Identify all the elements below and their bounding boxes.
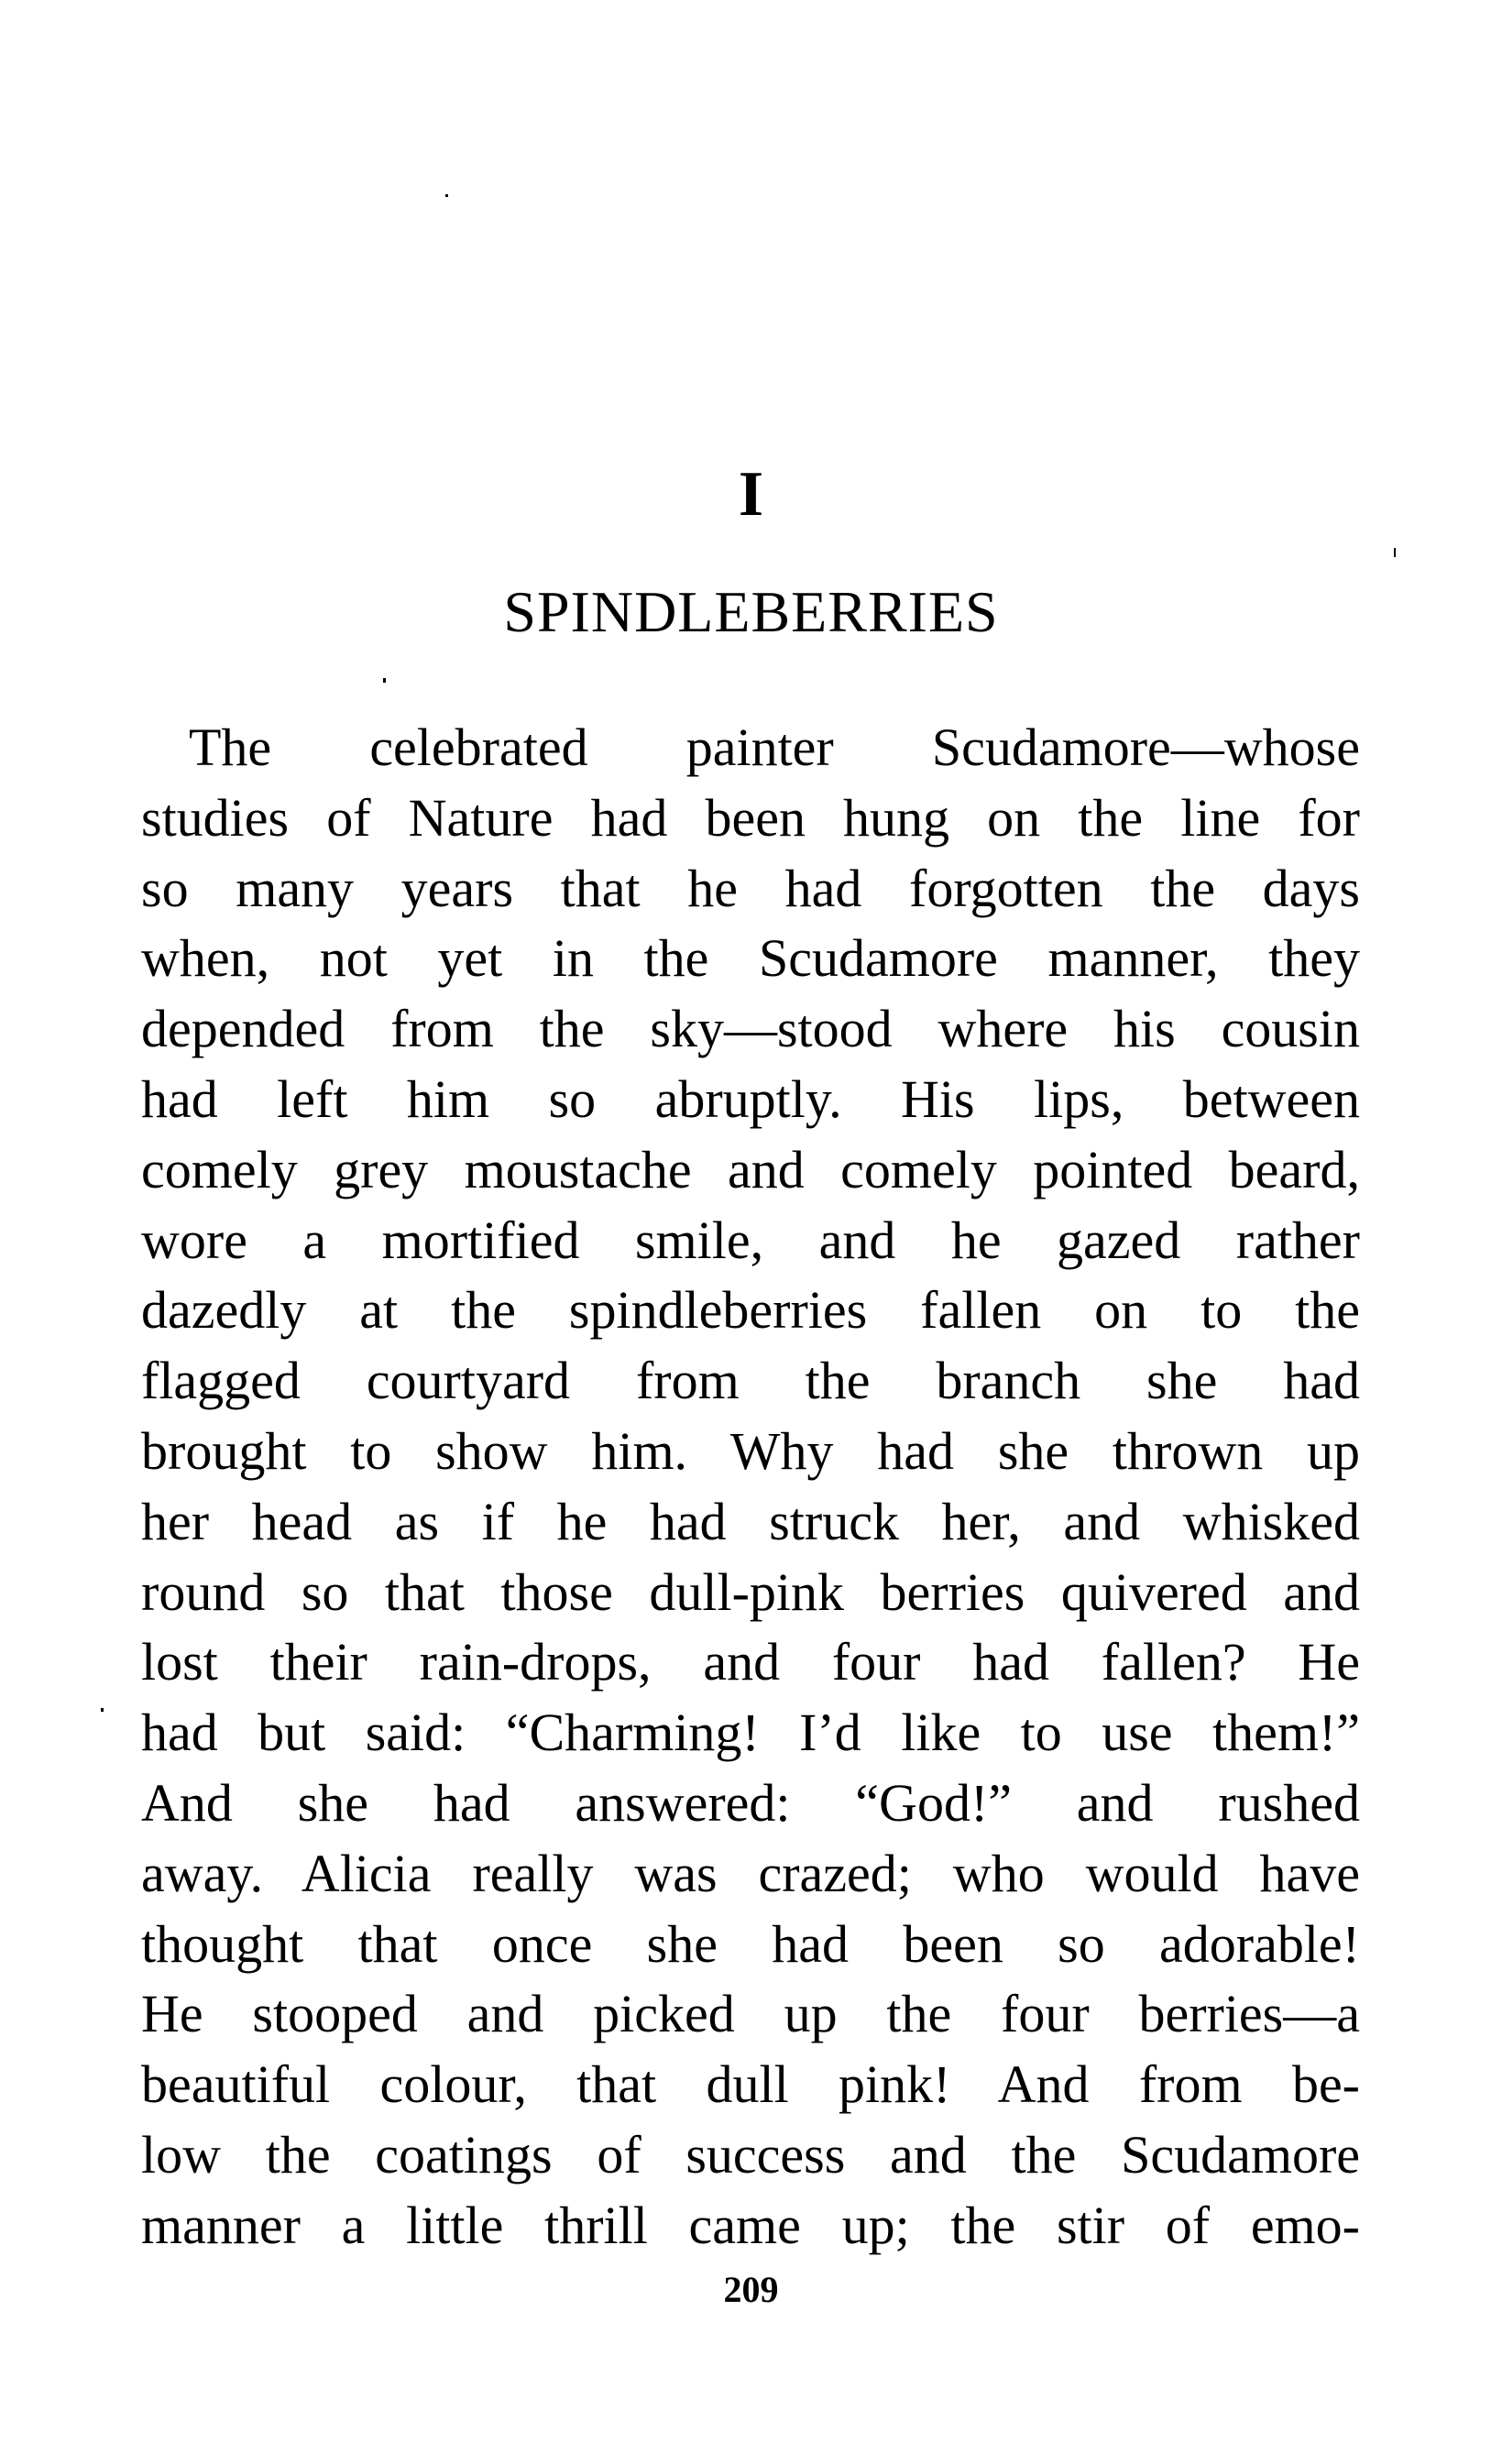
text-line: manner a little thrill came up; the stir of emo- (141, 2195, 1360, 2255)
text-line: low the coatings of success and the Scudamore (141, 2124, 1360, 2185)
chapter-numeral: I (738, 459, 764, 530)
text-line: lost their rain-drops, and four had fallen? He (141, 1632, 1360, 1692)
text-line: studies of Nature had been hung on the line for (141, 787, 1360, 848)
text-line: flagged courtyard from the branch she had (141, 1351, 1360, 1411)
text-line: her head as if he had struck her, and whisked (141, 1491, 1360, 1551)
text-line: thought that once she had been so adorable! (141, 1913, 1360, 1974)
body-text (141, 713, 1360, 2261)
text-line: The celebrated painter Scudamore—whose (189, 717, 1360, 777)
text-line: had but said: “Charming! I’d like to use them!” (141, 1703, 1360, 1763)
text-line: so many years that he had forgotten the days (141, 858, 1360, 918)
text-line: when, not yet in the Scudamore manner, they (141, 928, 1360, 989)
text-line: And she had answered: “God!” and rushed (141, 1772, 1360, 1833)
text-line: He stooped and picked up the four berries—a (141, 1984, 1360, 2044)
chapter-title: SPINDLEBERRIES (503, 579, 999, 644)
scan-speck (445, 194, 448, 197)
text-line: had left him so abruptly. His lips, between (141, 1068, 1360, 1129)
scan-speck (383, 678, 386, 683)
page-number: 209 (723, 2269, 779, 2310)
text-line: comely grey moustache and comely pointed beard, (141, 1139, 1360, 1199)
text-line: beautiful colour, that dull pink! And from be- (141, 2054, 1360, 2115)
text-line: wore a mortified smile, and he gazed rather (141, 1210, 1360, 1270)
text-line: brought to show him. Why had she thrown up (141, 1420, 1360, 1481)
text-line: dazedly at the spindleberries fallen on to the (141, 1280, 1360, 1341)
scan-speck (101, 1708, 104, 1712)
text-line: away. Alicia really was crazed; who would have (141, 1843, 1360, 1903)
text-line: depended from the sky—stood where his cousin (141, 999, 1360, 1059)
scan-speck (1394, 548, 1396, 557)
text-line: round so that those dull-pink berries quivered and (141, 1561, 1360, 1622)
